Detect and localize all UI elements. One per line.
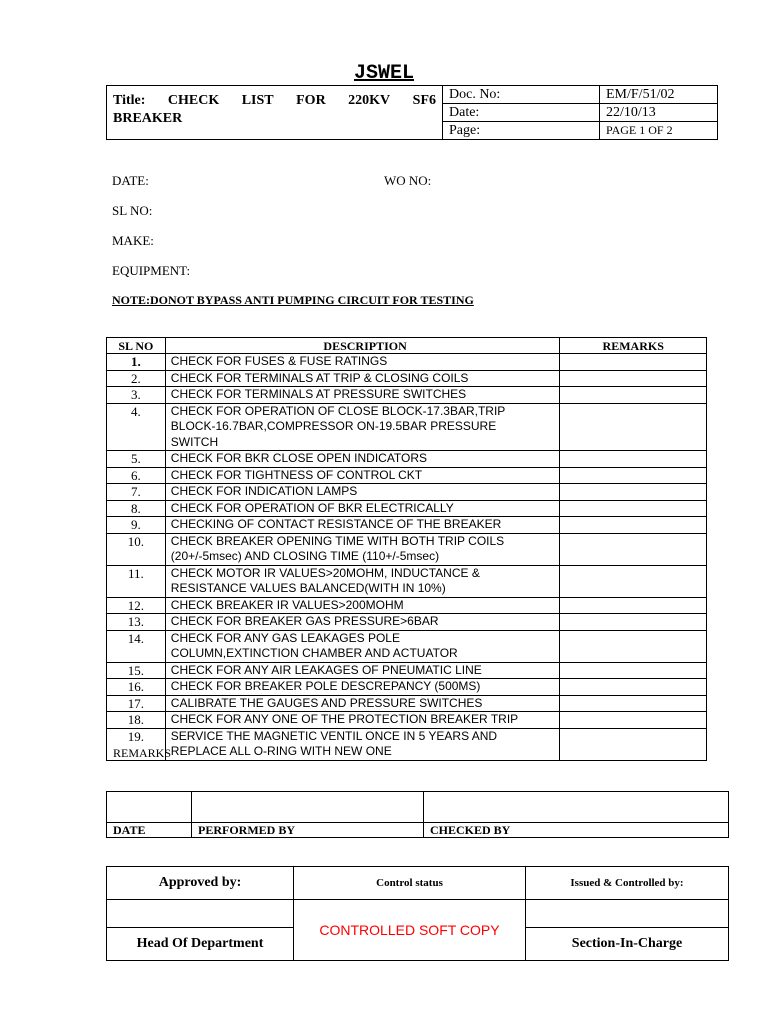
row-remarks-cell[interactable] — [560, 484, 707, 501]
checklist-row — [107, 614, 707, 631]
checklist-row — [107, 370, 707, 387]
date-field-label: DATE: — [112, 173, 149, 188]
make-field-label: MAKE: — [112, 233, 154, 248]
checklist-row — [107, 403, 707, 451]
description-line: REPLACE ALL O-RING WITH NEW ONE — [170, 744, 392, 758]
checklist-row — [107, 484, 707, 501]
approved-by-sign-cell[interactable] — [107, 900, 294, 928]
description-line: CHECK FOR TERMINALS AT TRIP & CLOSING COILS — [170, 370, 469, 385]
description-line: CHECKING OF CONTACT RESISTANCE OF THE BREAKER — [170, 517, 502, 531]
document-title — [107, 86, 443, 140]
checklist-row — [107, 451, 707, 468]
description-line: BLOCK-16.7BAR,COMPRESSOR ON-19.5BAR PRESSURE — [170, 419, 497, 433]
row-sl-no: 1. — [107, 354, 166, 371]
row-remarks-cell[interactable] — [560, 451, 707, 468]
row-remarks-cell[interactable] — [560, 679, 707, 696]
row-remarks-cell[interactable] — [560, 500, 707, 517]
checklist-header-row — [107, 338, 707, 354]
row-remarks-cell[interactable] — [560, 533, 707, 565]
checklist-row — [107, 533, 707, 565]
checked-by-sign-cell[interactable] — [424, 792, 729, 823]
description-line: CHECK BREAKER IR VALUES>200MOHM — [170, 597, 404, 612]
performed-by-label: PERFORMED BY — [192, 823, 424, 838]
checklist-row — [107, 597, 707, 614]
row-sl-no: 19. — [107, 728, 166, 760]
row-sl-no: 3. — [107, 387, 166, 404]
wo-no-field-label: WO NO: — [384, 173, 432, 188]
description-line: COLUMN,EXTINCTION CHAMBER AND ACTUATOR — [170, 646, 458, 660]
row-description — [165, 712, 560, 729]
page-label: Page: — [443, 122, 600, 140]
checked-by-label: CHECKED BY — [424, 823, 729, 838]
row-sl-no: 15. — [107, 662, 166, 679]
row-remarks-cell[interactable] — [560, 403, 707, 451]
description-line: SWITCH — [170, 434, 219, 449]
row-description — [165, 662, 560, 679]
equipment-field-label: EQUIPMENT: — [112, 263, 191, 278]
row-remarks-cell[interactable] — [560, 517, 707, 534]
row-remarks-cell[interactable] — [560, 354, 707, 371]
row-remarks-cell[interactable] — [560, 565, 707, 597]
row-sl-no: 4. — [107, 403, 166, 451]
row-remarks-cell[interactable] — [560, 467, 707, 484]
title-word: SF6 — [412, 93, 436, 108]
row-sl-no: 14. — [107, 630, 166, 662]
description-line: CHECK FOR OPERATION OF BKR ELECTRICALLY — [170, 500, 454, 515]
performed-by-sign-cell[interactable] — [192, 792, 424, 823]
checklist-row — [107, 565, 707, 597]
description-line: CHECK FOR BREAKER GAS PRESSURE>6BAR — [170, 614, 439, 628]
description-line: CHECK BREAKER OPENING TIME WITH BOTH TRIP COILS — [170, 533, 505, 548]
title-word: Title: — [113, 93, 146, 108]
row-sl-no: 6. — [107, 467, 166, 484]
checklist-row — [107, 387, 707, 404]
checklist-row — [107, 679, 707, 696]
row-description — [165, 695, 560, 712]
approved-by-label: Approved by: — [107, 867, 294, 900]
description-line: CHECK FOR BKR CLOSE OPEN INDICATORS — [170, 451, 428, 465]
sign-date-label: DATE — [107, 823, 192, 838]
checklist-row — [107, 630, 707, 662]
doc-no-value: EM/F/51/02 — [600, 86, 718, 104]
checklist-row — [107, 695, 707, 712]
company-name: JSWEL — [353, 62, 414, 85]
checklist-row — [107, 467, 707, 484]
row-remarks-cell[interactable] — [560, 370, 707, 387]
document-header-table — [106, 85, 718, 140]
row-description — [165, 630, 560, 662]
row-sl-no: 11. — [107, 565, 166, 597]
row-description — [165, 728, 560, 760]
checklist-row — [107, 354, 707, 371]
row-sl-no: 18. — [107, 712, 166, 729]
row-description — [165, 484, 560, 501]
row-sl-no: 5. — [107, 451, 166, 468]
checklist-row — [107, 728, 707, 760]
signature-table — [106, 791, 729, 838]
checklist-row — [107, 517, 707, 534]
row-description — [165, 354, 560, 371]
row-remarks-cell[interactable] — [560, 712, 707, 729]
row-description — [165, 533, 560, 565]
description-line: CALIBRATE THE GAUGES AND PRESSURE SWITCHES — [170, 695, 483, 710]
title-word: FOR — [296, 93, 326, 108]
title-line-1 — [113, 92, 436, 110]
description-line: SERVICE THE MAGNETIC VENTIL ONCE IN 5 YEARS AND — [170, 728, 498, 743]
row-sl-no: 8. — [107, 500, 166, 517]
row-sl-no: 13. — [107, 614, 166, 631]
col-header-sl-no: SL NO — [107, 338, 166, 354]
row-sl-no: 16. — [107, 679, 166, 696]
description-line: CHECK FOR TIGHTNESS OF CONTROL CKT — [170, 467, 423, 482]
description-line: CHECK FOR TERMINALS AT PRESSURE SWITCHES — [170, 387, 467, 401]
description-line: CHECK FOR BREAKER POLE DESCREPANCY (500MS) — [170, 679, 481, 693]
section-in-charge-label: Section-In-Charge — [526, 928, 729, 961]
control-status-value: CONTROLLED SOFT COPY — [294, 900, 526, 961]
col-header-remarks: REMARKS — [560, 338, 707, 354]
title-word: 220KV — [348, 93, 391, 108]
col-header-description: DESCRIPTION — [165, 338, 560, 354]
row-remarks-cell[interactable] — [560, 387, 707, 404]
doc-no-label: Doc. No: — [443, 86, 600, 104]
row-description — [165, 370, 560, 387]
description-line: CHECK MOTOR IR VALUES>20MOHM, INDUCTANCE & — [170, 565, 480, 580]
row-description — [165, 500, 560, 517]
row-description — [165, 565, 560, 597]
title-word: CHECK — [167, 93, 220, 108]
control-status-label: Control status — [294, 867, 526, 900]
row-description — [165, 451, 560, 468]
row-sl-no: 7. — [107, 484, 166, 501]
row-remarks-cell[interactable] — [560, 695, 707, 712]
sl-no-field-label: SL NO: — [112, 203, 153, 218]
issued-controlled-label: Issued & Controlled by: — [526, 867, 729, 900]
testing-note: NOTE:DONOT BYPASS ANTI PUMPING CIRCUIT FOR TESTING — [112, 293, 474, 307]
row-sl-no: 2. — [107, 370, 166, 387]
row-description — [165, 597, 560, 614]
row-remarks-cell[interactable] — [560, 728, 707, 760]
description-line: CHECK FOR FUSES & FUSE RATINGS — [170, 354, 388, 368]
row-sl-no: 12. — [107, 597, 166, 614]
row-description — [165, 387, 560, 404]
row-description — [165, 517, 560, 534]
description-line: CHECK FOR ANY AIR LEAKAGES OF PNEUMATIC LINE — [170, 662, 482, 677]
description-line: (20+/-5msec) AND CLOSING TIME (110+/-5msec) — [170, 549, 440, 563]
date-label: Date: — [443, 104, 600, 122]
description-line: RESISTANCE VALUES BALANCED(WITH IN 10%) — [170, 581, 446, 595]
row-remarks-cell[interactable] — [560, 630, 707, 662]
row-remarks-cell[interactable] — [560, 662, 707, 679]
row-sl-no: 17. — [107, 695, 166, 712]
row-remarks-cell[interactable] — [560, 597, 707, 614]
row-sl-no: 10. — [107, 533, 166, 565]
row-description — [165, 467, 560, 484]
description-line: CHECK FOR ANY GAS LEAKAGES POLE — [170, 630, 400, 645]
remarks-label: REMARKS — [113, 746, 172, 760]
checklist-row — [107, 500, 707, 517]
title-word: LIST — [241, 93, 274, 108]
page-value: PAGE 1 OF 2 — [600, 122, 718, 140]
row-description — [165, 614, 560, 631]
description-line: CHECK FOR OPERATION OF CLOSE BLOCK-17.3BAR,TRIP — [170, 403, 506, 418]
description-line: CHECK FOR INDICATION LAMPS — [170, 484, 358, 498]
row-remarks-cell[interactable] — [560, 614, 707, 631]
checklist-row — [107, 662, 707, 679]
description-line: CHECK FOR ANY ONE OF THE PROTECTION BREAKER TRIP — [170, 712, 519, 726]
head-of-department-label: Head Of Department — [107, 928, 294, 961]
row-description — [165, 403, 560, 451]
checklist-row — [107, 712, 707, 729]
approval-table — [106, 866, 729, 961]
date-sign-cell[interactable] — [107, 792, 192, 823]
row-sl-no: 9. — [107, 517, 166, 534]
title-line-2: BREAKER — [113, 111, 183, 126]
row-description — [165, 679, 560, 696]
date-value: 22/10/13 — [600, 104, 718, 122]
issued-by-sign-cell[interactable] — [526, 900, 729, 928]
checklist-table — [106, 337, 707, 761]
